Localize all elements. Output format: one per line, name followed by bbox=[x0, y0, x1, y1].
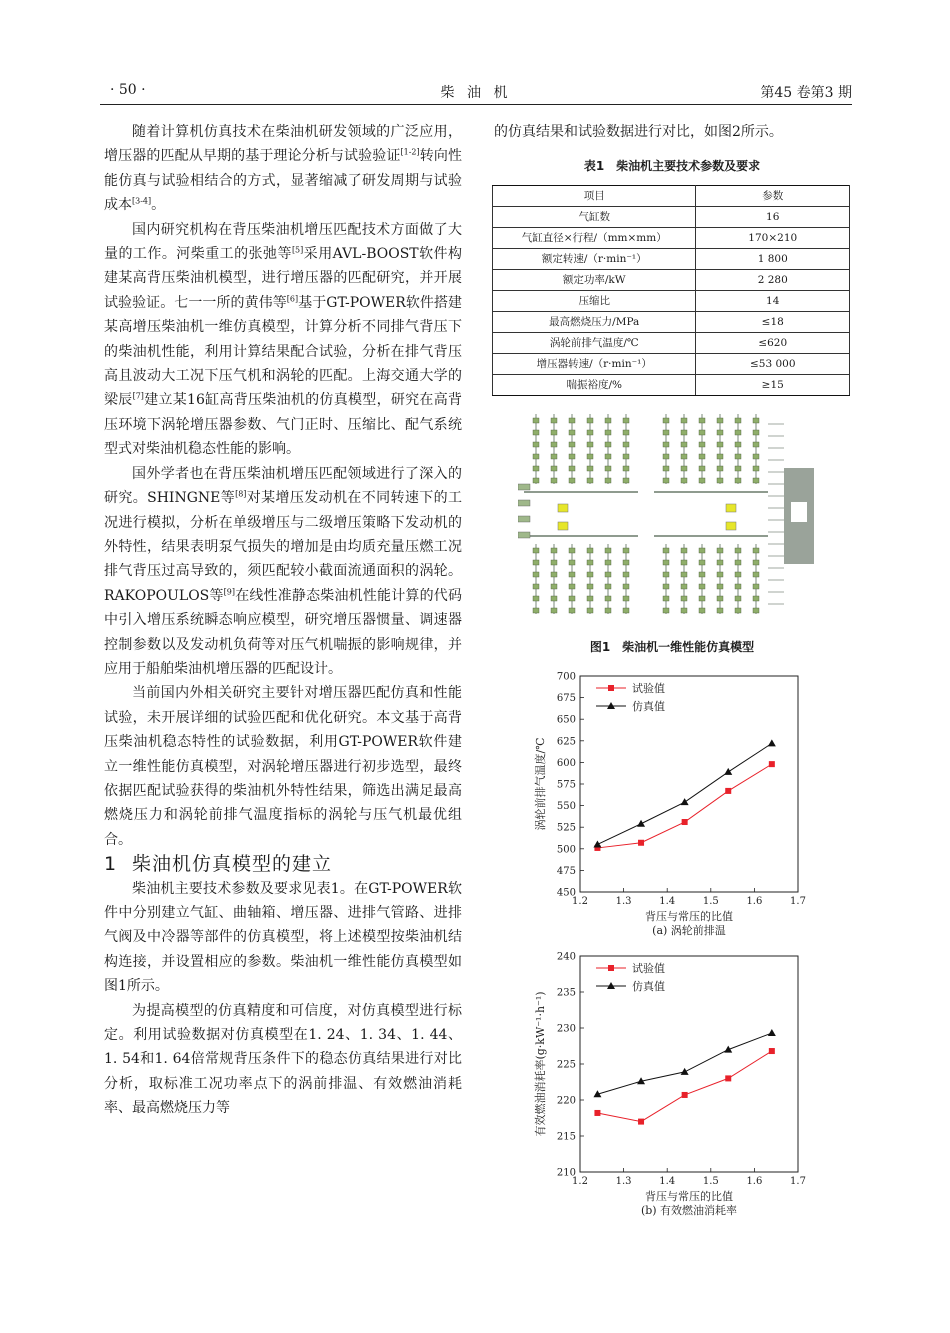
y-tick-label: 550 bbox=[556, 801, 576, 813]
cylinder-component bbox=[735, 430, 741, 435]
y-tick-label: 500 bbox=[556, 844, 576, 856]
cylinder-component bbox=[699, 572, 705, 577]
x-tick-label: 1.5 bbox=[702, 896, 719, 907]
data-point-triangle bbox=[681, 798, 689, 805]
cylinder-component bbox=[623, 466, 629, 471]
page-header bbox=[100, 80, 852, 104]
legend-label: 试验值 bbox=[632, 682, 665, 695]
intercooler-label-icon bbox=[791, 502, 807, 522]
cylinder-component bbox=[699, 548, 705, 553]
paragraph-intro-1: 随着计算机仿真技术在柴油机研发领域的广泛应用，增压器的匹配从早期的基于理论分析与试验验证[1-2]转向性能仿真与试验相结合的方式，显著缩减了研发周期与试验成本[3-4]。 bbox=[104, 124, 463, 214]
cylinder-component bbox=[699, 418, 705, 423]
data-point-triangle bbox=[724, 1046, 732, 1053]
cylinder-component bbox=[699, 584, 705, 589]
cylinder-component bbox=[551, 430, 557, 435]
citation[interactable]: [7] bbox=[132, 391, 144, 401]
cylinder-component bbox=[699, 608, 705, 613]
cylinder-component bbox=[551, 418, 557, 423]
y-tick-label: 240 bbox=[556, 951, 576, 963]
cylinder-component bbox=[753, 548, 759, 553]
cylinder-component bbox=[623, 560, 629, 565]
cylinder-component bbox=[587, 608, 593, 613]
x-tick-label: 1.2 bbox=[572, 1176, 588, 1187]
cylinder-component bbox=[623, 478, 629, 483]
series-line bbox=[597, 764, 771, 848]
left-column bbox=[104, 120, 462, 1121]
citation[interactable]: [6] bbox=[286, 294, 299, 304]
table-cell-item: 最高燃烧压力/MPa bbox=[493, 311, 696, 332]
data-point-square bbox=[682, 819, 688, 825]
cylinder-component bbox=[663, 454, 669, 459]
cylinder-component bbox=[663, 584, 669, 589]
cylinder-component bbox=[699, 466, 705, 471]
cylinder-component bbox=[681, 584, 687, 589]
cylinder-component bbox=[699, 454, 705, 459]
cylinder-component bbox=[681, 608, 687, 613]
cylinder-component bbox=[605, 454, 611, 459]
data-point-square bbox=[638, 1119, 644, 1125]
cylinder-component bbox=[569, 572, 575, 577]
cylinder-component bbox=[735, 572, 741, 577]
y-tick-label: 235 bbox=[556, 987, 576, 999]
cylinder-component bbox=[663, 442, 669, 447]
cylinder-component bbox=[551, 608, 557, 613]
cylinder-component bbox=[605, 572, 611, 577]
table-header-row bbox=[493, 185, 850, 206]
paragraph-model-2: 为提高模型的仿真精度和可信度，对仿真模型进行标定。利用试验数据对仿真模型在1. 24、1. 34、1. 44、1. 54和1. 64倍常规背压条件下的稳态仿真结果进行对比分析，取标准工况功率点下的涡前排温、有效燃油消耗率、最高燃烧压力等 bbox=[104, 1002, 462, 1117]
table-cell-value: ≤620 bbox=[696, 332, 850, 353]
data-point-triangle bbox=[593, 840, 601, 847]
table-row bbox=[493, 269, 850, 290]
cylinder-component bbox=[753, 430, 759, 435]
cylinder-component bbox=[551, 548, 557, 553]
chart-title: (a) 涡轮前排温 bbox=[652, 924, 726, 937]
cylinder-component bbox=[533, 430, 539, 435]
data-point-triangle bbox=[768, 739, 776, 746]
cylinder-component bbox=[663, 478, 669, 483]
cylinder-component bbox=[753, 418, 759, 423]
y-tick-label: 215 bbox=[556, 1131, 576, 1143]
cylinder-component bbox=[569, 478, 575, 483]
paragraph-intro-3: 国外学者也在背压柴油机增压匹配领域进行了深入的研究。SHINGNE等[8]对某增压发动机在不同转速下的工况进行模拟，分析在单级增压与二级增压策略下发动机的外特性，结果表明泵气损失的增加是由均质充量压燃工况排气背压过高导致的，须匹配较小截面流通面积的涡轮。RAKOPOULOS等[9]在线性准静态柴油机性能计算的代码中引入增压系统瞬态响应模型，研究增压器惯量、调速器控制参数以及发动机负荷等对压气机喘振的影响规律，并应用于船舶柴油机增压器的匹配设计。 bbox=[104, 465, 463, 677]
cylinder-component bbox=[533, 442, 539, 447]
cylinder-component bbox=[605, 548, 611, 553]
table-cell-value: 2 280 bbox=[696, 269, 850, 290]
journal-name: 柴 油 机 bbox=[440, 85, 512, 101]
table-row bbox=[493, 227, 850, 248]
cylinder-component bbox=[753, 466, 759, 471]
data-point-triangle bbox=[724, 768, 732, 775]
cylinder-component bbox=[623, 418, 629, 423]
y-tick-label: 600 bbox=[556, 757, 576, 769]
table-row bbox=[493, 332, 850, 353]
cylinder-component bbox=[717, 584, 723, 589]
cylinder-component bbox=[681, 430, 687, 435]
cylinder-component bbox=[587, 430, 593, 435]
cylinder-component bbox=[587, 584, 593, 589]
page-number: · 50 · bbox=[110, 82, 146, 98]
cylinder-component bbox=[605, 418, 611, 423]
data-point-square bbox=[725, 788, 731, 794]
cylinder-component bbox=[717, 560, 723, 565]
table-cell-item: 涡轮前排气温度/℃ bbox=[493, 332, 696, 353]
table-cell-item: 额定转速/（r·min⁻¹） bbox=[493, 248, 696, 269]
cylinder-component bbox=[587, 466, 593, 471]
cylinder-component bbox=[681, 466, 687, 471]
cylinder-component bbox=[587, 596, 593, 601]
paragraph-intro-4: 当前国内外相关研究主要针对增压器匹配仿真和性能试验，未开展详细的试验匹配和优化研究。本文基于高背压柴油机稳态特性的试验数据，利用GT-POWER软件建立一维性能仿真模型，对涡轮增压器进行初步选型，最终依据匹配试验获得的柴油机外特性结果，筛选出满足最高燃烧压力和涡轮前排气温度指标的涡轮与压气机最优组合。 bbox=[104, 685, 462, 848]
table-cell-item: 气缸数 bbox=[493, 206, 696, 227]
cylinder-component bbox=[681, 454, 687, 459]
cylinder-component bbox=[735, 442, 741, 447]
section-number: 1 bbox=[104, 853, 118, 876]
y-axis-label: 有效燃油消耗率(g·kW⁻¹·h⁻¹) bbox=[534, 991, 547, 1137]
paragraph-model-1: 柴油机主要技术参数及要求见表1。在GT-POWER软件中分别建立气缸、曲轴箱、增压器、进排气管路、进排气阀及中冷器等部件的仿真模型，将上述模型按柴油机结构连接，并设置相应的参数。柴油机一维性能仿真模型如图1所示。 bbox=[104, 880, 462, 995]
cylinder-component bbox=[699, 430, 705, 435]
cylinder-component bbox=[605, 596, 611, 601]
table-row bbox=[493, 311, 850, 332]
series-line bbox=[597, 743, 771, 844]
cylinder-component bbox=[663, 430, 669, 435]
table-cell-value: 16 bbox=[696, 206, 850, 227]
cylinder-component bbox=[753, 560, 759, 565]
cylinder-component bbox=[551, 572, 557, 577]
cylinder-component bbox=[533, 466, 539, 471]
paragraph-intro-2: 国内研究机构在背压柴油机增压匹配技术方面做了大量的工作。河柴重工的张弛等[5]采用AVL-BOOST软件构建某高背压柴油机模型，进行增压器的匹配研究，并开展试验验证。七一一所的黄伟等[6]基于GT-POWER软件搭建某高增压柴油机一维仿真模型，计算分析不同排气背压下的柴油机性能，利用计算结果配合试验，分析在排气背压高且波动大工况下压气机和涡轮的匹配。上海交通大学的梁辰[7]建立某16缸高背压柴油机的仿真模型，研究在高背压环境下涡轮增压器参数、气门正时、压缩比、配气系统型式对柴油机稳态性能的影响。 bbox=[104, 221, 463, 458]
table-cell-item: 气缸直径×行程/（mm×mm） bbox=[493, 227, 696, 248]
table-cell-value: 170×210 bbox=[696, 227, 850, 248]
data-point-square bbox=[594, 1110, 600, 1116]
x-tick-label: 1.7 bbox=[790, 896, 806, 907]
cylinder-component bbox=[605, 478, 611, 483]
cylinder-component bbox=[551, 560, 557, 565]
cylinder-component bbox=[623, 596, 629, 601]
cylinder-component bbox=[717, 442, 723, 447]
x-tick-label: 1.5 bbox=[702, 1176, 719, 1187]
cylinder-component bbox=[551, 466, 557, 471]
cylinder-component bbox=[735, 608, 741, 613]
cylinder-component bbox=[735, 454, 741, 459]
turbocharger-component bbox=[726, 504, 736, 512]
table-cell-item: 喘振裕度/% bbox=[493, 374, 696, 395]
citation[interactable]: [8] bbox=[235, 489, 247, 499]
cylinder-component bbox=[681, 478, 687, 483]
fuel-consumption-chart bbox=[518, 948, 818, 1218]
legend-label: 仿真值 bbox=[632, 980, 665, 993]
cylinder-component bbox=[587, 478, 593, 483]
cylinder-component bbox=[551, 584, 557, 589]
cylinder-component bbox=[753, 442, 759, 447]
data-point-square bbox=[769, 1048, 775, 1054]
cylinder-component bbox=[569, 584, 575, 589]
cylinder-component bbox=[605, 442, 611, 447]
cylinder-component bbox=[681, 572, 687, 577]
x-tick-label: 1.2 bbox=[572, 896, 588, 907]
cylinder-component bbox=[753, 454, 759, 459]
cylinder-component bbox=[587, 548, 593, 553]
x-tick-label: 1.4 bbox=[659, 1176, 676, 1187]
turbocharger-component bbox=[558, 504, 568, 512]
cylinder-component bbox=[717, 596, 723, 601]
cylinder-component bbox=[605, 560, 611, 565]
cylinder-component bbox=[681, 596, 687, 601]
cylinder-component bbox=[699, 478, 705, 483]
y-tick-label: 220 bbox=[556, 1095, 576, 1107]
cylinder-component bbox=[717, 478, 723, 483]
series-line bbox=[597, 1033, 771, 1094]
cylinder-component bbox=[551, 478, 557, 483]
data-point-square bbox=[682, 1092, 688, 1098]
x-tick-label: 1.4 bbox=[659, 896, 676, 907]
y-axis-label: 涡轮前排气温度/℃ bbox=[534, 737, 547, 831]
cylinder-component bbox=[587, 418, 593, 423]
x-axis-label: 背压与常压的比值 bbox=[645, 910, 733, 923]
citation[interactable]: [1-2] bbox=[400, 147, 420, 157]
chart-title: (b) 有效燃油消耗率 bbox=[640, 1204, 738, 1217]
legend-label: 仿真值 bbox=[632, 700, 665, 713]
exhaust-temperature-chart bbox=[518, 668, 818, 938]
cylinder-component bbox=[663, 418, 669, 423]
x-tick-label: 1.6 bbox=[746, 1176, 763, 1187]
cylinder-component bbox=[533, 454, 539, 459]
turbocharger-component bbox=[726, 522, 736, 530]
table-cell-value: 14 bbox=[696, 290, 850, 311]
cylinder-component bbox=[735, 478, 741, 483]
y-tick-label: 625 bbox=[556, 736, 576, 748]
cylinder-component bbox=[551, 454, 557, 459]
y-tick-label: 210 bbox=[556, 1167, 576, 1179]
cylinder-component bbox=[605, 430, 611, 435]
cylinder-component bbox=[551, 596, 557, 601]
cylinder-component bbox=[663, 560, 669, 565]
cylinder-component bbox=[681, 418, 687, 423]
cylinder-component bbox=[623, 454, 629, 459]
cylinder-component bbox=[663, 466, 669, 471]
cylinder-component bbox=[717, 466, 723, 471]
data-point-triangle bbox=[768, 1029, 776, 1036]
cylinder-component bbox=[623, 430, 629, 435]
cylinder-component bbox=[569, 596, 575, 601]
data-point-square bbox=[769, 761, 775, 767]
cylinder-component bbox=[533, 478, 539, 483]
table-row bbox=[493, 248, 850, 269]
x-tick-label: 1.6 bbox=[746, 896, 763, 907]
cylinder-component bbox=[717, 548, 723, 553]
table-caption: 表1 柴油机主要技术参数及要求 bbox=[583, 159, 761, 174]
cylinder-component bbox=[569, 454, 575, 459]
table-row bbox=[493, 374, 850, 395]
legend-marker bbox=[608, 685, 614, 691]
y-tick-label: 230 bbox=[556, 1023, 576, 1035]
data-point-square bbox=[725, 1075, 731, 1081]
table-row bbox=[493, 353, 850, 374]
cylinder-component bbox=[569, 442, 575, 447]
cylinder-component bbox=[753, 584, 759, 589]
cylinder-component bbox=[753, 608, 759, 613]
x-tick-label: 1.3 bbox=[615, 1176, 632, 1187]
section-heading bbox=[104, 852, 462, 876]
cylinder-component bbox=[735, 596, 741, 601]
table-cell-item: 额定功率/kW bbox=[493, 269, 696, 290]
cylinder-component bbox=[735, 548, 741, 553]
cylinder-component bbox=[587, 560, 593, 565]
inlet-component bbox=[518, 484, 530, 490]
turbocharger-component bbox=[558, 522, 568, 530]
cylinder-component bbox=[663, 596, 669, 601]
cylinder-component bbox=[569, 466, 575, 471]
cylinder-component bbox=[587, 454, 593, 459]
y-tick-label: 575 bbox=[556, 779, 576, 791]
cylinder-component bbox=[533, 418, 539, 423]
figure1-caption: 图1 柴油机一维性能仿真模型 bbox=[589, 640, 755, 654]
x-tick-label: 1.3 bbox=[615, 896, 632, 907]
inlet-component bbox=[518, 532, 530, 538]
table-cell-item: 压缩比 bbox=[493, 290, 696, 311]
table-row bbox=[493, 206, 850, 227]
cylinder-component bbox=[569, 548, 575, 553]
cylinder-component bbox=[533, 584, 539, 589]
cylinder-component bbox=[551, 442, 557, 447]
table-row bbox=[493, 290, 850, 311]
cylinder-component bbox=[699, 560, 705, 565]
cylinder-component bbox=[735, 466, 741, 471]
cylinder-component bbox=[735, 584, 741, 589]
y-tick-label: 675 bbox=[556, 693, 576, 705]
cylinder-component bbox=[605, 466, 611, 471]
cylinder-component bbox=[569, 560, 575, 565]
x-tick-label: 1.7 bbox=[790, 1176, 806, 1187]
table-cell-value: 参数 bbox=[696, 185, 850, 206]
cylinder-component bbox=[735, 418, 741, 423]
cylinder-component bbox=[623, 608, 629, 613]
legend-marker bbox=[608, 965, 614, 971]
citation[interactable]: [3-4] bbox=[132, 196, 152, 206]
cylinder-component bbox=[663, 572, 669, 577]
cylinder-component bbox=[735, 560, 741, 565]
cylinder-component bbox=[753, 572, 759, 577]
cylinder-component bbox=[569, 430, 575, 435]
cylinder-component bbox=[533, 596, 539, 601]
citation[interactable]: [9] bbox=[223, 587, 235, 597]
y-tick-label: 700 bbox=[556, 671, 576, 683]
table-cell-item: 增压器转速/（r·min⁻¹） bbox=[493, 353, 696, 374]
citation[interactable]: [5] bbox=[291, 245, 304, 255]
cylinder-component bbox=[717, 430, 723, 435]
cylinder-component bbox=[717, 572, 723, 577]
cylinder-component bbox=[753, 596, 759, 601]
cylinder-component bbox=[681, 442, 687, 447]
table-cell-value: 1 800 bbox=[696, 248, 850, 269]
table-cell-value: ≤18 bbox=[696, 311, 850, 332]
cylinder-component bbox=[533, 548, 539, 553]
cylinder-component bbox=[605, 584, 611, 589]
y-tick-label: 525 bbox=[556, 822, 576, 834]
y-tick-label: 650 bbox=[556, 714, 576, 726]
right-column bbox=[492, 120, 852, 396]
data-point-triangle bbox=[637, 820, 645, 827]
data-point-square bbox=[638, 840, 644, 846]
legend-label: 试验值 bbox=[632, 962, 665, 975]
cylinder-component bbox=[699, 596, 705, 601]
cylinder-component bbox=[533, 572, 539, 577]
cylinder-component bbox=[533, 608, 539, 613]
table-cell-value: ≤53 000 bbox=[696, 353, 850, 374]
inlet-component bbox=[518, 500, 530, 506]
cylinder-component bbox=[663, 548, 669, 553]
cylinder-component bbox=[587, 442, 593, 447]
cylinder-component bbox=[623, 572, 629, 577]
cylinder-component bbox=[605, 608, 611, 613]
data-point-triangle bbox=[681, 1068, 689, 1075]
journal-issue: 第45 卷第3 期 bbox=[760, 85, 852, 101]
table-cell-value: ≥15 bbox=[696, 374, 850, 395]
cylinder-component bbox=[681, 548, 687, 553]
table-cell-item: 项目 bbox=[493, 185, 696, 206]
cylinder-component bbox=[587, 572, 593, 577]
y-tick-label: 225 bbox=[556, 1059, 576, 1071]
header-rule bbox=[100, 104, 852, 105]
cylinder-component bbox=[623, 584, 629, 589]
cylinder-component bbox=[533, 560, 539, 565]
cylinder-component bbox=[663, 608, 669, 613]
cylinder-component bbox=[717, 418, 723, 423]
cylinder-component bbox=[717, 454, 723, 459]
cylinder-component bbox=[681, 560, 687, 565]
cylinder-component bbox=[623, 442, 629, 447]
x-axis-label: 背压与常压的比值 bbox=[645, 1190, 733, 1203]
cylinder-component bbox=[717, 608, 723, 613]
parameters-table bbox=[492, 185, 850, 396]
section-title: 柴油机仿真模型的建立 bbox=[132, 853, 333, 876]
y-tick-label: 450 bbox=[556, 887, 576, 899]
inlet-component bbox=[518, 516, 530, 522]
cylinder-component bbox=[623, 548, 629, 553]
cylinder-component bbox=[753, 478, 759, 483]
cylinder-component bbox=[569, 418, 575, 423]
paragraph-continued: 的仿真结果和试验数据进行对比，如图2所示。 bbox=[494, 124, 783, 140]
cylinder-component bbox=[699, 442, 705, 447]
cylinder-component bbox=[569, 608, 575, 613]
y-tick-label: 475 bbox=[556, 865, 576, 877]
engine-model-diagram bbox=[518, 404, 818, 630]
